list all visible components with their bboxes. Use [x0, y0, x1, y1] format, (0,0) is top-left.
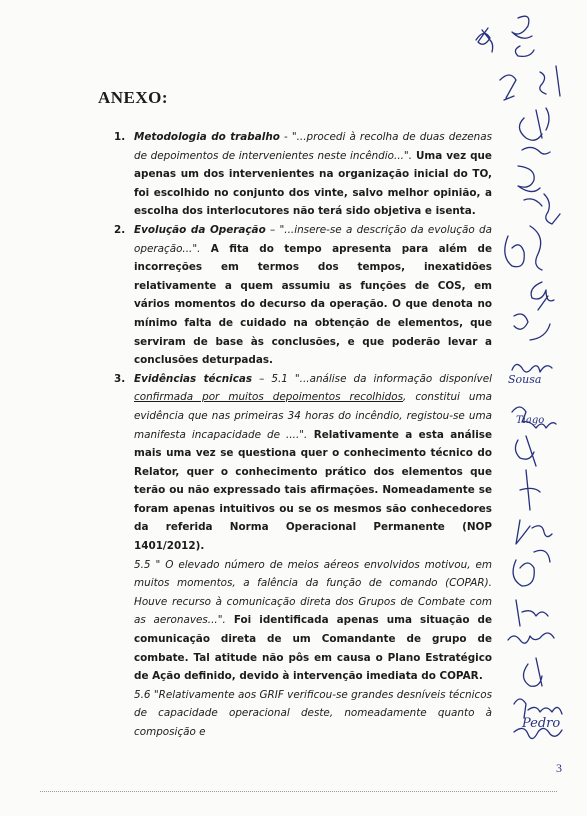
- signature-9: [505, 226, 542, 270]
- signature-name: Pedro: [522, 716, 561, 731]
- item-number: 3.: [114, 372, 126, 385]
- document-body: [106, 128, 492, 742]
- signature-18: [516, 600, 548, 626]
- item-quote: "...insere-se a descrição da evolução da operação...".: [134, 223, 492, 255]
- signature-20: [523, 658, 542, 686]
- signatures-drawing: [460, 0, 587, 760]
- signature-14: [515, 436, 536, 466]
- item-quote: "...procedi à recolha de duas dezenas de depoimentos de intervenientes neste incêndio...".: [134, 131, 492, 162]
- signature-3: [500, 75, 516, 100]
- item-separator: -: [279, 131, 292, 143]
- item-heading: Evolução da Operação: [134, 223, 266, 236]
- item-number: 2.: [114, 223, 126, 236]
- item-paragraph: [134, 370, 492, 556]
- list-item: [106, 370, 492, 556]
- footer-divider: [40, 791, 557, 792]
- item-text: Uma vez que apenas um dos intervenientes na organização inicial do TO, foi escolhido no conjunto dos vinte, salvo melhor opinião, a escolha dos interlocutores não terá sido objetiva e isenta.: [134, 149, 492, 218]
- item-text: Relativamente a esta análise mais uma vez se questiona quer o conhecimento técnico do Relator, quer o conhecimento prático dos elementos que terão ou não expressado tais afirmações. Nomeadamente se foram apenas intuitivos ou se os mesmos são conhecedores da referida Norma Operacional Permanente (NOP 1401/2012).: [134, 428, 492, 553]
- signature-4: [540, 66, 560, 96]
- page-number: 3: [556, 761, 562, 775]
- item-text: A fita do tempo apresenta para além de incorreções em termos dos tempos, inexatidões relativamente a quem assumiu as funções de COS, em vários momentos do decurso da operação. O que denota no mínimo falta de cuidado na obtenção de elementos, que serviram de base às conclusões, e que poderão levar a conclusões deturpadas.: [134, 242, 492, 367]
- signature-1: [476, 28, 493, 52]
- item-quote: , constitui uma evidência que nas primeiras 34 horas do incêndio, registou-se uma manifesta incapacidade de ....".: [134, 391, 493, 441]
- item-paragraph: [134, 221, 492, 370]
- signature-2: [512, 16, 534, 56]
- signature-5: [519, 108, 549, 140]
- signature-6: [522, 147, 550, 154]
- item-quote: 5.1 "...análise da informação disponível: [271, 372, 492, 385]
- page-title: ANEXO:: [98, 88, 169, 107]
- item-separator: –: [265, 223, 280, 236]
- item-separator: –: [252, 372, 272, 385]
- signature-margin: [460, 0, 587, 760]
- signature-11: [514, 296, 550, 340]
- sub-item-paragraph: [106, 686, 492, 742]
- signature-7: [518, 166, 542, 206]
- sub-item-paragraph: [106, 556, 492, 686]
- signature-19: [508, 633, 554, 643]
- item-heading: Metodologia do trabalho: [134, 131, 280, 143]
- signature-17: [513, 550, 550, 586]
- sub-item-quote: 5.5 " O elevado número de meios aéreos envolvidos motivou, em muitos momentos, a falência da função de comando (COPAR). Houve recurso à comunicação direta dos Grupos de Combate com as aeronaves...".: [134, 558, 492, 627]
- signature-16: [516, 520, 552, 544]
- signature-8: [544, 194, 560, 224]
- item-number: 1.: [114, 131, 126, 143]
- list-item: [106, 221, 492, 370]
- item-paragraph: [134, 128, 492, 221]
- signature-10: [531, 282, 554, 301]
- sub-item-quote: 5.6 "Relativamente aos GRIF verificou-se grandes desníveis técnicos de capacidade operacional deste, nomeadamente quanto à composição e: [134, 688, 492, 738]
- signature-15: [520, 470, 540, 510]
- signature-name: Tiago: [516, 415, 545, 426]
- item-heading: Evidências técnicas: [134, 372, 253, 385]
- list-item: [106, 128, 492, 221]
- signature-name: Sousa: [508, 373, 542, 386]
- item-quote-underlined: confirmada por muitos depoimentos recolhidos: [134, 391, 404, 404]
- signature-12: [512, 364, 552, 372]
- sub-item-text: Foi identificada apenas uma situação de comunicação direta de um Comandante de grupo de combate. Tal atitude não pôs em causa o Plano Estratégico de Ação definido, devido à intervenção imediata do COPAR.: [134, 614, 493, 683]
